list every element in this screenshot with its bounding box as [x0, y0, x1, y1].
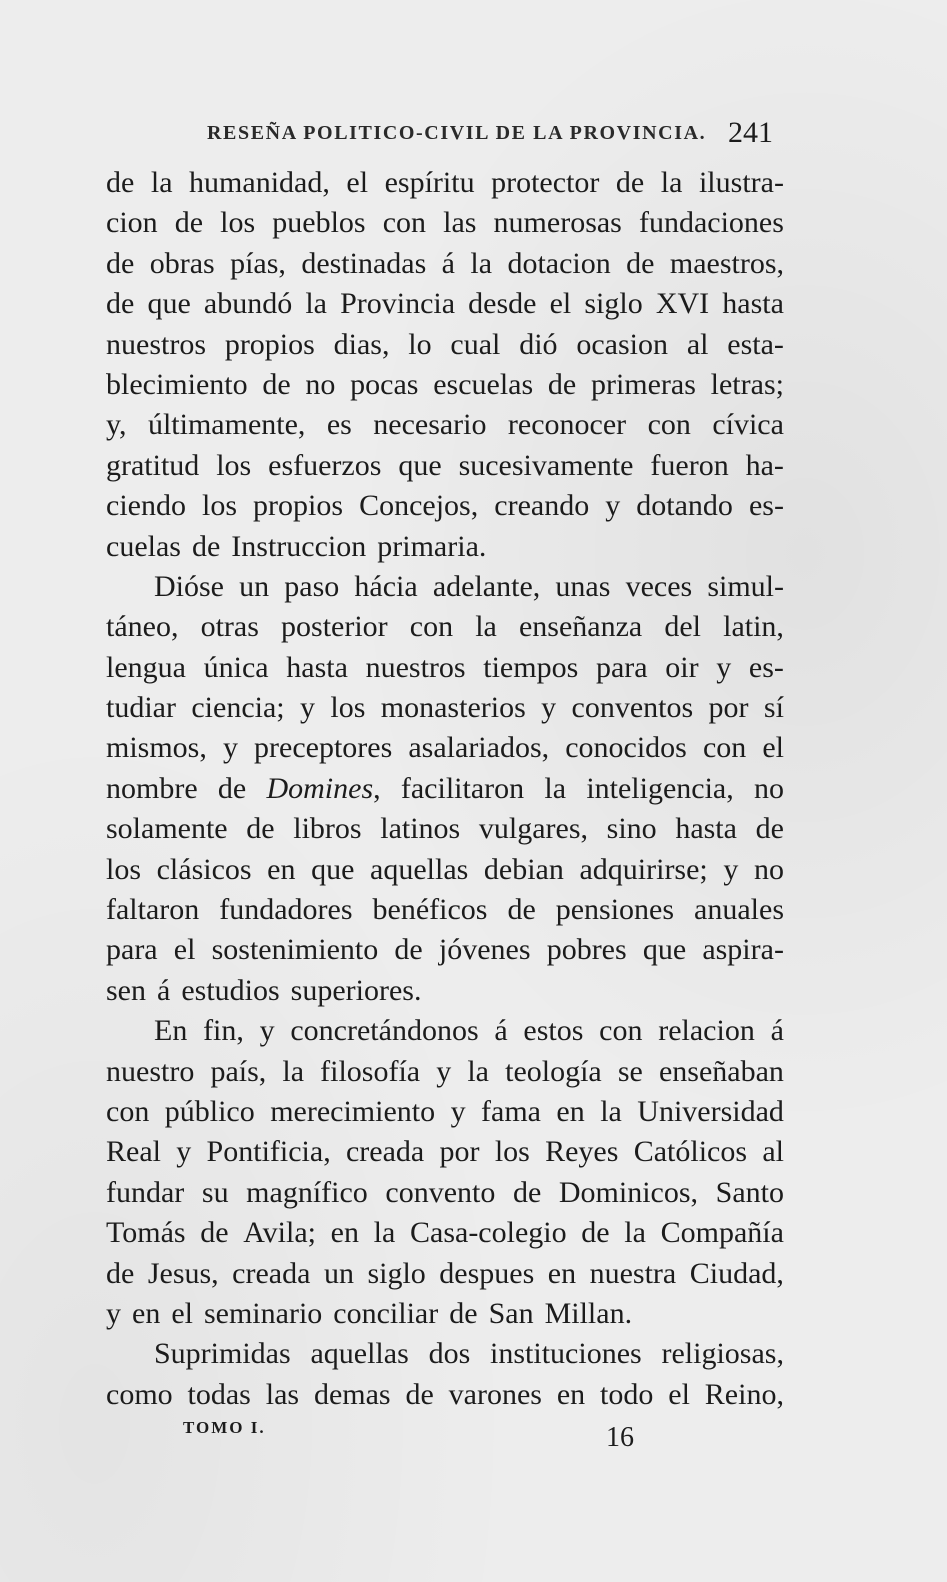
text-line [106, 486, 784, 526]
word: en [330, 1216, 359, 1250]
word: propios [253, 489, 344, 523]
word: siglo [367, 1256, 426, 1290]
word: como [106, 1377, 173, 1411]
word: Compañía [660, 1216, 784, 1250]
word: los [220, 206, 256, 240]
text-line [106, 607, 784, 647]
word: la [467, 1054, 489, 1088]
text-line [106, 648, 784, 688]
word: de [262, 367, 291, 401]
word: Universidad [637, 1094, 784, 1128]
text-line [106, 365, 784, 405]
word: dos [428, 1337, 471, 1371]
text-line [106, 244, 784, 284]
word: gratitud [106, 448, 200, 482]
word: en [132, 1296, 161, 1330]
text-line [106, 284, 784, 324]
text-line [106, 971, 784, 1011]
word: convento [385, 1175, 496, 1209]
word: faltaron [106, 893, 200, 927]
text-line [106, 1334, 784, 1374]
word: Casa-colegio [410, 1216, 567, 1250]
word: lo [408, 327, 432, 361]
word: creada [345, 1135, 425, 1169]
word: público [164, 1094, 255, 1128]
word: últimamente, [147, 408, 306, 442]
word: Suprimidas [154, 1337, 291, 1371]
word: concretándonos [290, 1014, 479, 1048]
word: cívica [712, 408, 784, 442]
word: fama [481, 1094, 541, 1128]
word: la [373, 1216, 396, 1250]
word: hasta [722, 287, 784, 321]
word: adelante, [432, 569, 541, 603]
word: es- [748, 650, 784, 684]
word: espíritu [384, 166, 475, 199]
word: de [106, 287, 135, 321]
word: ocasion [576, 327, 668, 361]
word: los [202, 489, 238, 523]
word: cion [106, 206, 158, 240]
word: XVI [655, 287, 710, 321]
word: Reino, [704, 1377, 784, 1411]
word: Instruccion [231, 529, 367, 563]
word: aquellas [370, 852, 469, 886]
text-line [106, 1213, 784, 1253]
word: de [755, 812, 784, 846]
word: teología [505, 1054, 602, 1088]
word: sen [106, 973, 146, 1007]
word: ciendo [106, 489, 186, 523]
word: posterior [281, 610, 388, 644]
word: que [311, 852, 355, 886]
word: un [239, 569, 270, 603]
word: de [394, 933, 423, 967]
word: nuestro [106, 1054, 195, 1088]
word: pueblos [272, 206, 366, 240]
word: no [754, 771, 784, 805]
word: destinadas [301, 246, 427, 280]
word: la [624, 1216, 646, 1250]
word: dotacion [507, 246, 611, 280]
word: propios [224, 327, 315, 361]
word: humanidad, [189, 166, 330, 199]
word: el [346, 166, 369, 199]
word: y [259, 1014, 275, 1048]
word: protector [491, 166, 600, 199]
word: despues [439, 1256, 535, 1290]
word: aspira- [702, 933, 784, 967]
text-line [106, 1132, 784, 1172]
running-head [207, 116, 773, 150]
word: relacion [658, 1014, 755, 1048]
word: dotando [636, 489, 733, 523]
word: oir [665, 650, 699, 684]
word: vulgares, [478, 812, 589, 846]
word: la [600, 1094, 622, 1128]
word: de [106, 166, 135, 199]
word: nombre [106, 771, 198, 805]
word: de [449, 1296, 478, 1330]
word: á [494, 1014, 508, 1048]
text-line [106, 1375, 784, 1415]
word: la [544, 771, 567, 805]
word: país, [210, 1054, 267, 1088]
word: la [282, 1054, 305, 1088]
word: seminario [203, 1296, 323, 1330]
word: conocidos [565, 731, 687, 765]
word: estudios [181, 973, 280, 1007]
word: Concejos, [359, 489, 479, 523]
word: y, [106, 408, 127, 442]
word: fundar [106, 1175, 185, 1209]
word: es [326, 408, 352, 442]
sheet-number: 16 [606, 1422, 634, 1453]
text-line [106, 163, 784, 203]
word: de [174, 206, 204, 240]
word: desde [468, 287, 537, 321]
word: y [222, 731, 238, 765]
word: de [547, 367, 577, 401]
word: de [191, 529, 221, 563]
word: pensiones [555, 893, 675, 927]
word: en [547, 1256, 577, 1290]
word: y [541, 691, 557, 725]
word: del [664, 610, 701, 644]
word: al [762, 1135, 784, 1169]
word: Santo [715, 1175, 784, 1209]
word: sostenimiento [211, 933, 379, 967]
word: la [305, 287, 327, 321]
word: clásicos [156, 852, 252, 886]
word: y [605, 489, 621, 523]
word: en [556, 1377, 586, 1411]
word: lengua [106, 650, 186, 684]
word: inteligencia, [586, 771, 734, 805]
word: estos [523, 1014, 584, 1048]
text-line [106, 769, 784, 809]
word: Jesus, [147, 1256, 219, 1290]
word: solamente [106, 812, 228, 846]
word: blecimiento [106, 367, 248, 401]
word: primeras [590, 367, 696, 401]
word: por [439, 1135, 480, 1169]
word: merecimiento [270, 1094, 436, 1128]
word: de [512, 1175, 542, 1209]
word: esta- [727, 327, 784, 361]
word: paso [284, 569, 340, 603]
word: los [106, 852, 142, 886]
word: nuestros [106, 327, 206, 361]
word: á [441, 246, 455, 280]
word: un [323, 1256, 354, 1290]
word: abundó [203, 287, 293, 321]
word: y [716, 650, 732, 684]
word: sucesivamente [458, 448, 634, 482]
word: la [475, 610, 497, 644]
word: San [488, 1296, 534, 1330]
text-line [106, 325, 784, 365]
text-line [106, 809, 784, 849]
word: y [436, 1054, 452, 1088]
word: escuelas [433, 367, 534, 401]
word: filosofía [320, 1054, 421, 1088]
word: jóvenes [438, 933, 531, 967]
word: Domines, [266, 771, 381, 805]
body-text [106, 163, 784, 1415]
word: para [595, 650, 648, 684]
word: con [647, 408, 691, 442]
word: unas [555, 569, 611, 603]
word: superiores. [290, 973, 422, 1007]
word: su [201, 1175, 229, 1209]
text-line [106, 728, 784, 768]
word: de [405, 1377, 434, 1411]
word: Dominicos, [558, 1175, 699, 1209]
word: sino [606, 812, 657, 846]
word: varones [448, 1377, 542, 1411]
text-line [106, 446, 784, 486]
word: no [305, 367, 336, 401]
word: la [470, 246, 493, 280]
text-line [106, 405, 784, 445]
word: Ciudad, [689, 1256, 784, 1290]
word: conciliar [333, 1296, 439, 1330]
word: el [762, 731, 784, 765]
word: las [265, 1377, 300, 1411]
word: es- [748, 489, 784, 523]
text-line [106, 890, 784, 930]
word: el [171, 1296, 193, 1330]
word: necesario [373, 408, 487, 442]
word: En [154, 1014, 188, 1048]
word: fin, [203, 1014, 244, 1048]
word: y [106, 1296, 121, 1330]
text-line [106, 203, 784, 243]
word: hasta [286, 650, 348, 684]
word: Reyes [545, 1135, 619, 1169]
word: y [176, 1135, 192, 1169]
word: cual [450, 327, 501, 361]
word: ilustra- [698, 166, 784, 199]
word: pocas [350, 367, 419, 401]
running-title: RESEÑA POLITICO-CIVIL DE LA PROVINCIA. [207, 122, 707, 144]
word: á [157, 973, 171, 1007]
word: de [200, 1216, 229, 1250]
word: que [398, 448, 442, 482]
text-line [106, 1052, 784, 1092]
word: asalariados, [408, 731, 550, 765]
word: y [450, 1094, 466, 1128]
word: tiempos [483, 650, 579, 684]
word: fundaciones [638, 206, 784, 240]
word: de [246, 812, 275, 846]
word: Dióse [154, 569, 224, 603]
word: y [300, 691, 316, 725]
word: anuales [694, 893, 784, 927]
word: adquirirse; [579, 852, 708, 886]
word: simul- [707, 569, 784, 603]
word: al [686, 327, 709, 361]
text-line [106, 1092, 784, 1132]
word: fueron [650, 448, 729, 482]
word: única [203, 650, 269, 684]
word: Católicos [633, 1135, 748, 1169]
word: el [549, 287, 572, 321]
word: obras [149, 246, 215, 280]
word: los [330, 691, 366, 725]
text-line [106, 1011, 784, 1051]
word: maestros, [669, 246, 784, 280]
word: enseñaban [658, 1054, 784, 1088]
word: pías, [230, 246, 286, 280]
text-line [106, 527, 784, 567]
word: con [702, 731, 747, 765]
word: reconocer [507, 408, 627, 442]
word: nuestra [589, 1256, 677, 1290]
word: siglo [584, 287, 643, 321]
word: todas [187, 1377, 251, 1411]
word: debian [483, 852, 564, 886]
page-number: 241 [728, 116, 773, 149]
word: dias, [333, 327, 390, 361]
word: la [150, 166, 173, 199]
word: para [106, 933, 158, 967]
word: otras [200, 610, 259, 644]
text-line [106, 1294, 784, 1334]
word: todo [600, 1377, 654, 1411]
word: mismos, [106, 731, 207, 765]
word: enseñanza [518, 610, 643, 644]
word: que [147, 287, 191, 321]
word: Real [106, 1135, 161, 1169]
word: facilitaron [400, 771, 525, 805]
text-line [106, 1173, 784, 1213]
word: no [753, 852, 784, 886]
word: dió [519, 327, 558, 361]
word: letras; [710, 367, 784, 401]
word: demas [313, 1377, 391, 1411]
word: que [642, 933, 687, 967]
word: de [217, 771, 247, 805]
word: el [668, 1377, 690, 1411]
word: de [507, 893, 536, 927]
word: de [106, 246, 135, 280]
word: aquellas [310, 1337, 409, 1371]
word: tudiar [106, 691, 176, 725]
text-line [106, 930, 784, 970]
word: de [581, 1216, 610, 1250]
word: magnífico [246, 1175, 368, 1209]
word: Avila; [243, 1216, 316, 1250]
text-line [106, 850, 784, 890]
word: benéficos [372, 893, 488, 927]
word: primaria. [377, 529, 487, 563]
word: cuelas [106, 529, 181, 563]
word: libros [293, 812, 362, 846]
word: por [708, 691, 749, 725]
word: de [626, 246, 655, 280]
word: ciencia; [191, 691, 285, 725]
word: latin, [723, 610, 784, 644]
word: instituciones [490, 1337, 642, 1371]
word: las [443, 206, 477, 240]
word: esfuerzos [268, 448, 382, 482]
word: de [615, 166, 645, 199]
word: el [173, 933, 196, 967]
word: táneo, [106, 610, 179, 644]
text-line [106, 1254, 784, 1294]
word: la [660, 166, 683, 199]
word: en [556, 1094, 585, 1128]
text-line [106, 567, 784, 607]
word: sí [763, 691, 784, 725]
word: creando [494, 489, 590, 523]
word: Provincia [340, 287, 456, 321]
word: y [723, 852, 739, 886]
word: conventos [571, 691, 694, 725]
word: veces [625, 569, 693, 603]
word: con [599, 1014, 643, 1048]
word: preceptores [254, 731, 393, 765]
text-line [106, 688, 784, 728]
word: ha- [745, 448, 784, 482]
word: hácia [354, 569, 418, 603]
word: con [382, 206, 427, 240]
word: en [267, 852, 296, 886]
word: religiosas, [661, 1337, 784, 1371]
word: hasta [675, 812, 737, 846]
word: monasterios [380, 691, 526, 725]
word: pobres [546, 933, 627, 967]
word: latinos [380, 812, 461, 846]
word: de [106, 1256, 135, 1290]
word: con [106, 1094, 150, 1128]
word: Pontificia, [206, 1135, 331, 1169]
word: los [494, 1135, 530, 1169]
word: á [770, 1014, 784, 1048]
word: numerosas [493, 206, 622, 240]
word: nuestros [365, 650, 466, 684]
word: Tomás [106, 1216, 186, 1250]
word: los [216, 448, 252, 482]
word: con [409, 610, 454, 644]
word: creada [232, 1256, 311, 1290]
word: se [617, 1054, 643, 1088]
word: Millan. [544, 1296, 633, 1330]
signature-mark: TOMO I. [183, 1418, 266, 1437]
word: fundadores [219, 893, 353, 927]
